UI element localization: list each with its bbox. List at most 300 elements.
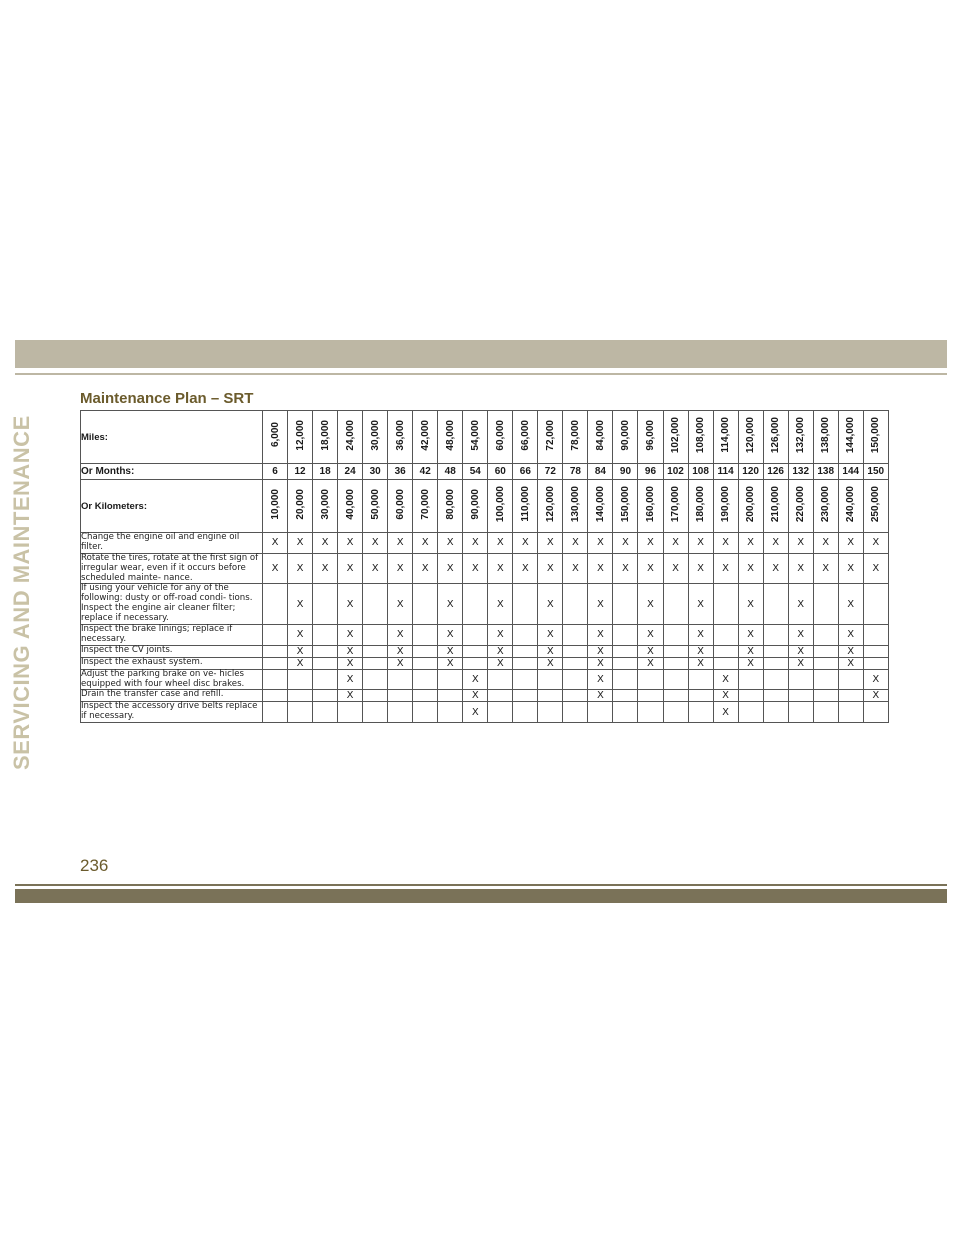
miles-header-row-cell (763, 411, 788, 464)
service-mark (763, 669, 788, 690)
kilometers-header-row-value: 100,000 (494, 485, 506, 523)
service-mark: X (638, 624, 663, 645)
months-header-row-value: 102 (663, 464, 688, 480)
service-mark: X (838, 584, 863, 625)
service-mark: X (463, 669, 488, 690)
miles-header-row-label: Miles: (81, 411, 263, 464)
service-mark: X (463, 533, 488, 554)
service-mark: X (438, 645, 463, 657)
service-mark (688, 690, 713, 702)
service-mark: X (513, 533, 538, 554)
service-mark (413, 624, 438, 645)
kilometers-header-row-value: 220,000 (795, 485, 807, 523)
service-mark (763, 645, 788, 657)
service-mark (363, 690, 388, 702)
service-mark (513, 624, 538, 645)
service-mark (263, 669, 288, 690)
months-header-row-value: 90 (613, 464, 638, 480)
kilometers-header-row-cell (663, 480, 688, 533)
service-mark (513, 645, 538, 657)
service-mark (388, 669, 413, 690)
miles-header-row-value: 6,000 (269, 422, 281, 448)
service-mark (413, 645, 438, 657)
kilometers-header-row-cell (288, 480, 313, 533)
service-mark (738, 669, 763, 690)
kilometers-header-row-value: 110,000 (519, 486, 531, 522)
service-mark (663, 584, 688, 625)
service-mark: X (488, 645, 513, 657)
service-mark (413, 657, 438, 669)
service-mark: X (288, 624, 313, 645)
service-mark (863, 645, 888, 657)
service-mark (363, 669, 388, 690)
miles-header-row-cell (638, 411, 663, 464)
service-mark: X (588, 533, 613, 554)
service-mark (313, 584, 338, 625)
footer-rule (15, 884, 947, 886)
service-mark (488, 702, 513, 723)
service-mark: X (338, 553, 363, 584)
service-mark (713, 657, 738, 669)
service-mark (563, 624, 588, 645)
service-mark: X (713, 669, 738, 690)
service-mark (713, 645, 738, 657)
months-header-row-value: 66 (513, 464, 538, 480)
miles-header-row-cell (713, 411, 738, 464)
miles-header-row-cell (338, 411, 363, 464)
service-mark: X (863, 690, 888, 702)
service-mark (463, 624, 488, 645)
service-mark (538, 669, 563, 690)
kilometers-header-row-cell (813, 480, 838, 533)
kilometers-header-row-cell (588, 480, 613, 533)
kilometers-header-row-value: 80,000 (444, 488, 456, 520)
kilometers-header-row-cell (463, 480, 488, 533)
kilometers-header-row-cell (338, 480, 363, 533)
service-mark (288, 702, 313, 723)
service-mark: X (338, 645, 363, 657)
months-header-row-value: 78 (563, 464, 588, 480)
service-mark (363, 624, 388, 645)
service-mark: X (538, 533, 563, 554)
service-mark (613, 624, 638, 645)
service-mark (463, 657, 488, 669)
service-mark: X (263, 533, 288, 554)
miles-header-row-cell (363, 411, 388, 464)
miles-header-row-cell (513, 411, 538, 464)
miles-header-row-value: 108,000 (695, 416, 707, 454)
service-mark (663, 669, 688, 690)
kilometers-header-row-value: 140,000 (594, 485, 606, 523)
kilometers-header-row-cell (613, 480, 638, 533)
service-mark: X (763, 553, 788, 584)
miles-header-row-value: 36,000 (394, 419, 406, 451)
service-mark: X (463, 690, 488, 702)
service-mark: X (588, 624, 613, 645)
kilometers-header-row-cell (738, 480, 763, 533)
service-mark: X (638, 553, 663, 584)
miles-header-row-value: 66,000 (519, 419, 531, 451)
miles-header-row-cell (313, 411, 338, 464)
service-mark (763, 702, 788, 723)
service-mark (813, 702, 838, 723)
service-mark (363, 584, 388, 625)
service-mark: X (288, 584, 313, 625)
service-mark (563, 645, 588, 657)
service-mark (738, 690, 763, 702)
kilometers-header-row-cell (413, 480, 438, 533)
service-mark: X (738, 645, 763, 657)
service-mark: X (713, 690, 738, 702)
kilometers-header-row-cell (513, 480, 538, 533)
service-mark: X (863, 669, 888, 690)
miles-header-row-cell (538, 411, 563, 464)
service-mark: X (388, 645, 413, 657)
table-row (81, 669, 889, 690)
service-mark: X (838, 645, 863, 657)
service-mark: X (788, 553, 813, 584)
service-mark: X (413, 553, 438, 584)
service-mark: X (813, 533, 838, 554)
months-header-row-value: 60 (488, 464, 513, 480)
service-mark: X (463, 702, 488, 723)
months-header-row-value: 120 (738, 464, 763, 480)
kilometers-header-row-cell (363, 480, 388, 533)
service-mark: X (563, 533, 588, 554)
miles-header-row-cell (863, 411, 888, 464)
service-mark (563, 669, 588, 690)
kilometers-header-row-value: 240,000 (845, 485, 857, 523)
service-mark: X (588, 645, 613, 657)
service-mark: X (738, 657, 763, 669)
months-header-row-value: 126 (763, 464, 788, 480)
miles-header-row-cell (838, 411, 863, 464)
table-row (81, 702, 889, 723)
service-mark (613, 690, 638, 702)
service-mark (663, 690, 688, 702)
table-row (81, 553, 889, 584)
service-mark (688, 702, 713, 723)
kilometers-header-row-value: 130,000 (569, 485, 581, 523)
service-mark: X (538, 584, 563, 625)
months-header-row-value: 72 (538, 464, 563, 480)
service-mark (338, 702, 363, 723)
service-mark: X (613, 553, 638, 584)
miles-header-row-value: 54,000 (469, 419, 481, 451)
service-mark (363, 702, 388, 723)
task-description: Change the engine oil and engine oil filter. (81, 533, 263, 554)
kilometers-header-row-value: 60,000 (394, 488, 406, 520)
kilometers-header-row-value: 40,000 (344, 488, 356, 520)
service-mark: X (638, 584, 663, 625)
service-mark: X (738, 533, 763, 554)
service-mark (563, 584, 588, 625)
service-mark (763, 624, 788, 645)
service-mark (363, 645, 388, 657)
service-mark (713, 624, 738, 645)
service-mark: X (588, 553, 613, 584)
kilometers-header-row-cell (863, 480, 888, 533)
service-mark (863, 624, 888, 645)
kilometers-header-row-cell (713, 480, 738, 533)
service-mark (538, 702, 563, 723)
footer-band (15, 889, 947, 903)
months-header-row-value: 54 (463, 464, 488, 480)
service-mark: X (613, 533, 638, 554)
service-mark (813, 645, 838, 657)
months-header-row-value: 42 (413, 464, 438, 480)
kilometers-header-row-cell (438, 480, 463, 533)
service-mark: X (388, 553, 413, 584)
header-rule (15, 373, 947, 375)
miles-header-row-value: 138,000 (820, 416, 832, 454)
service-mark: X (438, 533, 463, 554)
service-mark: X (338, 533, 363, 554)
kilometers-header-row-cell (788, 480, 813, 533)
maintenance-plan-table (80, 410, 889, 723)
service-mark (388, 702, 413, 723)
service-mark: X (288, 553, 313, 584)
service-mark (313, 657, 338, 669)
miles-header-row-value: 114,000 (720, 417, 732, 453)
miles-header-row-value: 132,000 (795, 416, 807, 454)
header-band (15, 340, 947, 368)
service-mark (838, 690, 863, 702)
service-mark (313, 690, 338, 702)
table-row (81, 533, 889, 554)
miles-header-row-value: 144,000 (845, 416, 857, 454)
task-description: Inspect the CV joints. (81, 645, 263, 657)
kilometers-header-row-cell (763, 480, 788, 533)
service-mark: X (313, 553, 338, 584)
miles-header-row-cell (688, 411, 713, 464)
service-mark (263, 624, 288, 645)
service-mark (513, 584, 538, 625)
service-mark (788, 702, 813, 723)
service-mark: X (288, 657, 313, 669)
months-header-row-value: 108 (688, 464, 713, 480)
service-mark: X (313, 533, 338, 554)
kilometers-header-row-value: 10,000 (269, 488, 281, 520)
service-mark (613, 645, 638, 657)
service-mark: X (713, 702, 738, 723)
miles-header-row-value: 150,000 (870, 416, 882, 454)
task-description: Rotate the tires, rotate at the first sign of irregular wear, even if it occurs before scheduled mainte- nance. (81, 553, 263, 584)
service-mark (613, 702, 638, 723)
service-mark (488, 690, 513, 702)
service-mark: X (638, 657, 663, 669)
months-header-row-value: 114 (713, 464, 738, 480)
service-mark (863, 584, 888, 625)
service-mark: X (738, 553, 763, 584)
service-mark: X (788, 645, 813, 657)
miles-header-row-value: 84,000 (594, 419, 606, 451)
service-mark: X (388, 533, 413, 554)
kilometers-header-row-value: 150,000 (619, 485, 631, 523)
miles-header-row-value: 18,000 (319, 419, 331, 451)
service-mark (613, 584, 638, 625)
kilometers-header-row-value: 250,000 (870, 485, 882, 523)
service-mark (513, 690, 538, 702)
service-mark (838, 702, 863, 723)
service-mark: X (638, 645, 663, 657)
service-mark (263, 690, 288, 702)
miles-header-row-cell (663, 411, 688, 464)
service-mark (813, 669, 838, 690)
miles-header-row-cell (463, 411, 488, 464)
service-mark: X (788, 657, 813, 669)
service-mark: X (288, 645, 313, 657)
service-mark: X (538, 553, 563, 584)
service-mark: X (713, 553, 738, 584)
service-mark (863, 657, 888, 669)
miles-header-row-value: 126,000 (770, 416, 782, 454)
service-mark: X (338, 624, 363, 645)
table-row (81, 584, 889, 625)
miles-header-row-cell (613, 411, 638, 464)
service-mark: X (338, 690, 363, 702)
table-row (81, 645, 889, 657)
service-mark: X (438, 584, 463, 625)
service-mark: X (538, 645, 563, 657)
task-description: Adjust the parking brake on ve- hicles equipped with four wheel disc brakes. (81, 669, 263, 690)
miles-header-row-value: 72,000 (544, 419, 556, 451)
service-mark (438, 690, 463, 702)
kilometers-header-row-value: 200,000 (745, 485, 757, 523)
service-mark (263, 702, 288, 723)
miles-header-row-cell (263, 411, 288, 464)
service-mark: X (688, 533, 713, 554)
service-mark: X (838, 553, 863, 584)
kilometers-header-row-value: 50,000 (369, 488, 381, 520)
kilometers-header-row-cell (313, 480, 338, 533)
kilometers-header-row-value: 90,000 (469, 488, 481, 520)
service-mark (288, 690, 313, 702)
months-header-row-value: 144 (838, 464, 863, 480)
service-mark (613, 669, 638, 690)
service-mark: X (688, 553, 713, 584)
service-mark (363, 657, 388, 669)
service-mark: X (838, 533, 863, 554)
months-header-row-value: 132 (788, 464, 813, 480)
miles-header-row-value: 78,000 (569, 419, 581, 451)
service-mark: X (788, 533, 813, 554)
service-mark (538, 690, 563, 702)
miles-header-row-cell (788, 411, 813, 464)
service-mark (813, 624, 838, 645)
service-mark (313, 645, 338, 657)
months-header-row-label: Or Months: (81, 464, 263, 480)
months-header-row-value: 36 (388, 464, 413, 480)
kilometers-header-row-cell (563, 480, 588, 533)
months-header-row (81, 464, 889, 480)
service-mark (388, 690, 413, 702)
kilometers-header-row-cell (488, 480, 513, 533)
service-mark: X (338, 657, 363, 669)
service-mark (263, 657, 288, 669)
miles-header-row-cell (288, 411, 313, 464)
service-mark (263, 584, 288, 625)
service-mark (813, 690, 838, 702)
miles-header-row-value: 24,000 (344, 419, 356, 451)
kilometers-header-row (81, 480, 889, 533)
service-mark (663, 702, 688, 723)
service-mark: X (563, 553, 588, 584)
service-mark: X (588, 584, 613, 625)
service-mark (838, 669, 863, 690)
service-mark (638, 690, 663, 702)
kilometers-header-row-cell (838, 480, 863, 533)
service-mark: X (663, 533, 688, 554)
miles-header-row-value: 42,000 (419, 419, 431, 451)
service-mark (663, 645, 688, 657)
kilometers-header-row-value: 30,000 (319, 488, 331, 520)
miles-header-row-cell (738, 411, 763, 464)
service-mark (438, 669, 463, 690)
kilometers-header-row-cell (388, 480, 413, 533)
service-mark: X (513, 553, 538, 584)
service-mark (863, 702, 888, 723)
miles-header-row-cell (488, 411, 513, 464)
miles-header-row-value: 102,000 (670, 416, 682, 454)
service-mark (313, 624, 338, 645)
service-mark (313, 702, 338, 723)
service-mark: X (488, 657, 513, 669)
service-mark (563, 702, 588, 723)
miles-header-row-value: 30,000 (369, 419, 381, 451)
kilometers-header-row-value: 20,000 (294, 488, 306, 520)
service-mark: X (588, 657, 613, 669)
service-mark (638, 669, 663, 690)
service-mark (813, 584, 838, 625)
miles-header-row-value: 90,000 (619, 419, 631, 451)
kilometers-header-row-cell (638, 480, 663, 533)
service-mark (663, 657, 688, 669)
kilometers-header-row-cell (538, 480, 563, 533)
months-header-row-value: 30 (363, 464, 388, 480)
service-mark: X (438, 624, 463, 645)
service-mark (763, 690, 788, 702)
service-mark (288, 669, 313, 690)
service-mark (563, 657, 588, 669)
miles-header-row (81, 411, 889, 464)
months-header-row-value: 150 (863, 464, 888, 480)
months-header-row-value: 24 (338, 464, 363, 480)
service-mark: X (838, 657, 863, 669)
service-mark (513, 669, 538, 690)
service-mark (813, 657, 838, 669)
service-mark: X (438, 657, 463, 669)
task-description: Inspect the brake linings; replace if necessary. (81, 624, 263, 645)
table-row (81, 624, 889, 645)
task-description: Inspect the accessory drive belts replace if necessary. (81, 702, 263, 723)
service-mark (413, 702, 438, 723)
miles-header-row-cell (813, 411, 838, 464)
months-header-row-value: 12 (288, 464, 313, 480)
task-description: Drain the transfer case and refill. (81, 690, 263, 702)
service-mark: X (388, 584, 413, 625)
kilometers-header-row-value: 70,000 (419, 488, 431, 520)
service-mark: X (488, 533, 513, 554)
service-mark: X (588, 690, 613, 702)
table-row (81, 657, 889, 669)
service-mark: X (363, 553, 388, 584)
service-mark (763, 657, 788, 669)
table-row (81, 690, 889, 702)
miles-header-row-cell (563, 411, 588, 464)
service-mark (788, 690, 813, 702)
months-header-row-value: 96 (638, 464, 663, 480)
